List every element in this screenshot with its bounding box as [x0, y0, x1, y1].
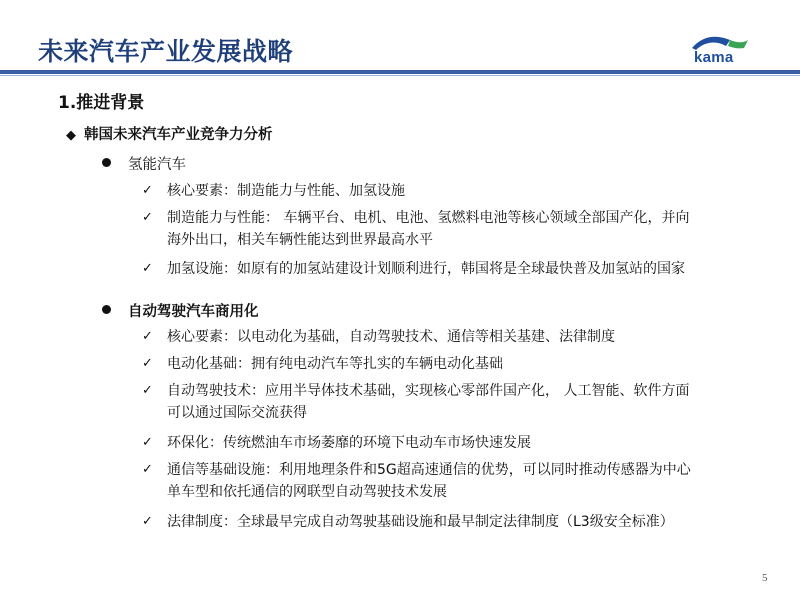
slide-title: 未来汽车产业发展战略 [38, 37, 294, 66]
round-bullet-icon [102, 158, 111, 167]
check-item-text: 加氢设施：如原有的加氢站建设计划顺利进行，韩国将是全球最快普及加氢站的国家 [167, 261, 685, 277]
logo-text: kama [694, 49, 734, 66]
check-icon: ✓ [142, 514, 153, 529]
check-icon: ✓ [142, 183, 153, 198]
diamond-bullet-icon: ◆ [66, 128, 76, 143]
check-item-text-continued: 可以通过国际交流获得 [167, 405, 307, 421]
round-bullet-icon [102, 305, 111, 314]
check-icon: ✓ [142, 329, 153, 344]
check-item-text: 电动化基础：拥有纯电动汽车等扎实的车辆电动化基础 [167, 356, 503, 372]
check-icon: ✓ [142, 435, 153, 450]
check-item-text: 核心要素：以电动化为基础，自动驾驶技术、通信等相关基建、法律制度 [167, 329, 615, 345]
check-item-text: 制造能力与性能： 车辆平台、电机、电池、氢燃料电池等核心领域全部国产化，并向 [167, 210, 690, 226]
section-heading: 1.推进背景 [58, 93, 145, 113]
level1-label: 韩国未来汽车产业竞争力分析 [84, 127, 273, 143]
check-icon: ✓ [142, 210, 153, 225]
kama-logo [690, 30, 750, 70]
check-icon: ✓ [142, 462, 153, 477]
check-item-text-continued: 单车型和依托通信的网联型自动驾驶技术发展 [167, 484, 447, 500]
check-item-text-continued: 海外出口，相关车辆性能达到世界最高水平 [167, 232, 433, 248]
check-icon: ✓ [142, 356, 153, 371]
level1-item [66, 123, 273, 144]
bullet-label: 自动驾驶汽车商用化 [128, 304, 259, 320]
check-icon: ✓ [142, 261, 153, 276]
check-item-text: 自动驾驶技术：应用半导体技术基础，实现核心零部件国产化， 人工智能、软件方面 [167, 383, 690, 399]
title-underline [0, 70, 800, 74]
check-item-text: 通信等基础设施：利用地理条件和5G超高速通信的优势，可以同时推动传感器为中心 [167, 462, 691, 478]
check-icon: ✓ [142, 383, 153, 398]
bullet-label: 氢能汽车 [128, 157, 186, 173]
check-item-text: 核心要素：制造能力与性能、加氢设施 [167, 183, 405, 199]
page-number: 5 [762, 572, 768, 584]
check-item-text: 环保化：传统燃油车市场萎靡的环境下电动车市场快速发展 [167, 435, 531, 451]
title-underline-thin [0, 75, 800, 76]
check-item-text: 法律制度：全球最早完成自动驾驶基础设施和最早制定法律制度（L3级安全标准） [167, 514, 674, 530]
